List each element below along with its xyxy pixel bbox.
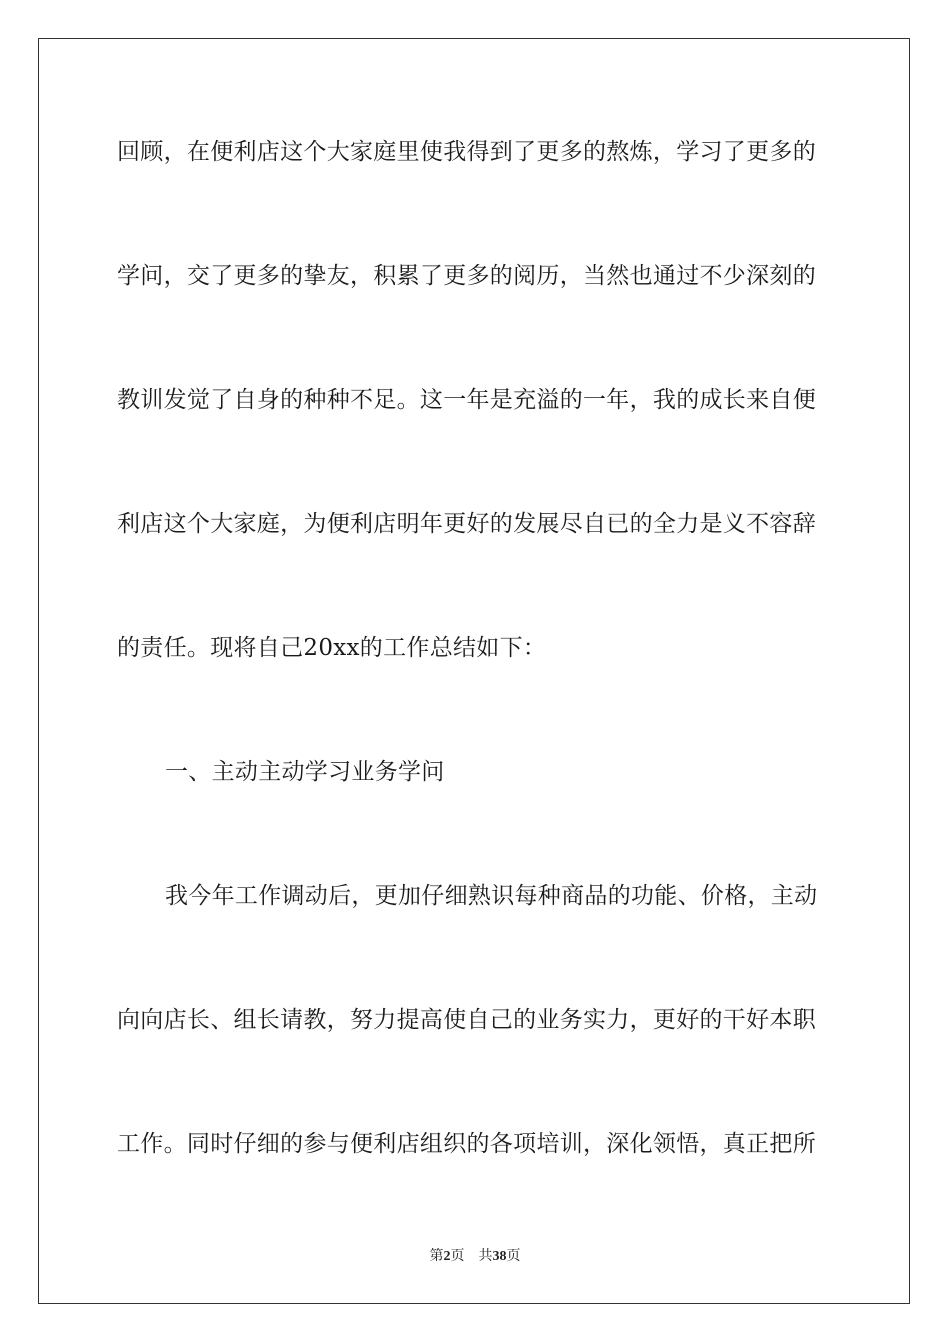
body-line-6: 我今年工作调动后，更加仔细熟识每种商品的功能、价格，主动	[165, 883, 818, 909]
body-line-1: 回顾，在便利店这个大家庭里使我得到了更多的熬炼，学习了更多的	[117, 139, 816, 165]
total-pages: 38	[492, 1249, 507, 1264]
body-line-2: 学问，交了更多的挚友，积累了更多的阅历，当然也通过不少深刻的	[117, 263, 816, 289]
page-footer	[0, 1246, 950, 1267]
page-suffix: 页	[450, 1248, 465, 1264]
page-prefix: 第	[429, 1248, 444, 1264]
page-number: 2	[443, 1249, 451, 1264]
total-suffix: 页	[506, 1248, 521, 1264]
body-line-5: 的责任。现将自己20xx的工作总结如下：	[117, 635, 547, 661]
body-line-4: 利店这个大家庭，为便利店明年更好的发展尽自已的全力是义不容辞	[117, 511, 816, 537]
body-line-3: 教训发觉了自身的种种不足。这一年是充溢的一年，我的成长来自便	[117, 387, 816, 413]
section-heading: 一、主动主动学习业务学问	[165, 759, 445, 785]
body-line-7: 向向店长、组长请教，努力提高使自己的业务实力，更好的干好本职	[117, 1007, 816, 1033]
total-prefix: 共	[478, 1248, 493, 1264]
page-border	[38, 38, 910, 1304]
body-line-8: 工作。同时仔细的参与便利店组织的各项培训，深化领悟，真正把所	[117, 1131, 816, 1157]
